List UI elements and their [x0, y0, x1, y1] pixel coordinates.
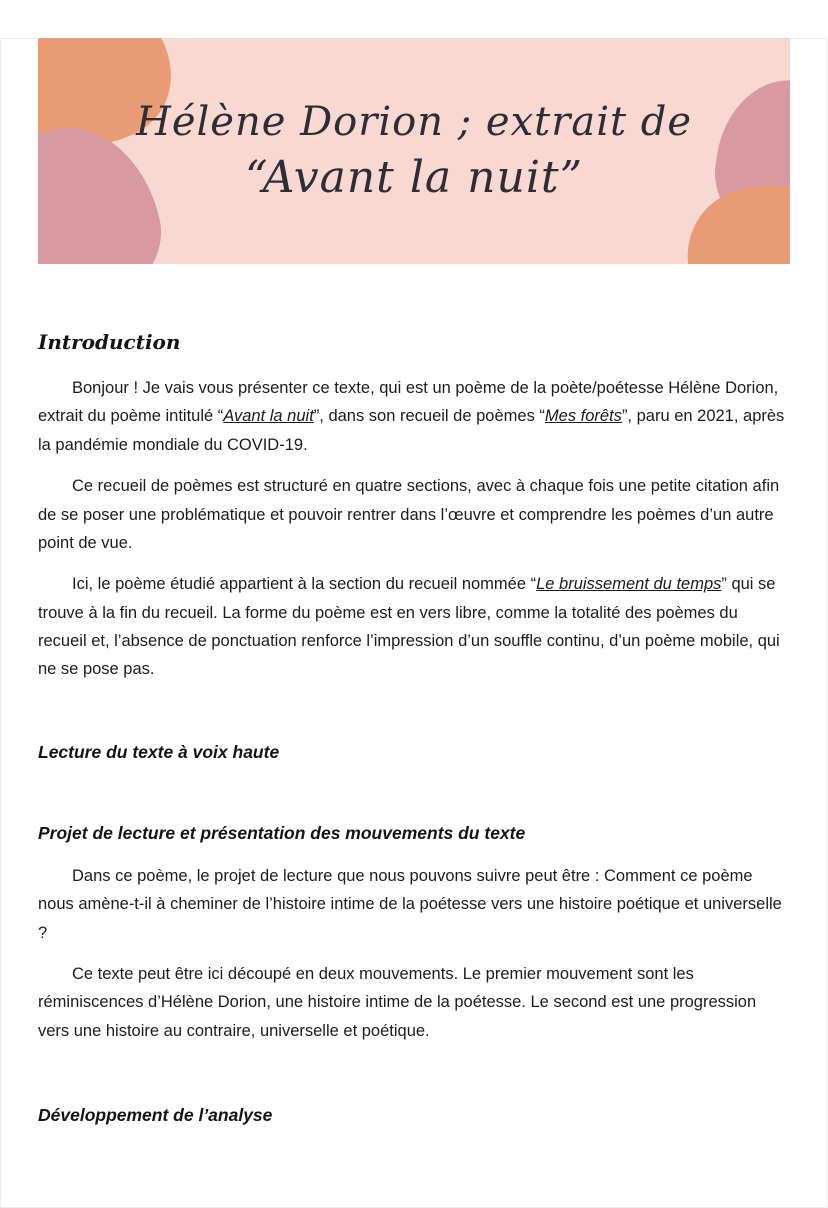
banner-title-line-1: Hélène Dorion ; extrait de [135, 99, 693, 146]
banner-title [38, 38, 790, 264]
title-mes-forets: Mes forêts [544, 407, 622, 426]
title-le-bruissement-du-temps: Le bruissement du temps [536, 575, 722, 594]
banner-title-line-2: “Avant la nuit” [244, 152, 584, 204]
paragraph-projet-1: Dans ce poème, le projet de lecture que nous pouvons suivre peut être : Comment ce poème nous amène-t-il à cheminer de l’histoire intime de la poétesse vers une histoire poétique et universelle ? [38, 866, 782, 942]
paragraph-projet-2: Ce texte peut être ici découpé en deux mouvements. Le premier mouvement sont les réminiscences d’Hélène Dorion, une histoire intime de la poétesse. Le second est une progression vers une histoire au contraire, universelle et poétique. [38, 964, 757, 1040]
heading-projet-de-lecture: Projet de lecture et présentation des mouvements du texte [38, 822, 526, 843]
text-segment: Bonjour ! Je vais vous présenter ce texte, qui est un poème de la poète/poétesse Hélène Dorion, extrait du poème intitulé “ [38, 379, 779, 426]
text-segment: Ici, le poème étudié appartient à la section du recueil nommée “ [72, 575, 537, 594]
heading-introduction: Introduction [38, 330, 181, 354]
heading-lecture-voix-haute: Lecture du texte à voix haute [38, 741, 280, 762]
heading-developpement-analyse: Développement de l’analyse [38, 1105, 273, 1125]
document-page [0, 38, 828, 1208]
text-segment: ”, paru en 2021, après la pandémie mondiale du COVID-19. [38, 407, 785, 454]
paragraph-intro-2: Ce recueil de poèmes est structuré en quatre sections, avec à chaque fois une petite citation afin de se poser une problématique et pouvoir rentrer dans l’œuvre et comprendre les poèmes d’un autre point de vue. [38, 477, 780, 552]
paragraph-intro-3 [38, 570, 790, 684]
header-banner [38, 38, 790, 264]
title-avant-la-nuit: Avant la nuit [223, 407, 314, 426]
text-segment: ”, dans son recueil de poèmes “ [313, 407, 545, 426]
paragraph-intro-1 [38, 374, 790, 459]
text-segment: ” qui se trouve à la fin du recueil. La forme du poème est en vers libre, comme la totalité des poèmes du recueil et, l’absence de ponctuation renforce l’impression d’un souffle continu, d’un poème mobile, qui ne se pose pas. [38, 575, 780, 679]
document-body [0, 330, 828, 1126]
